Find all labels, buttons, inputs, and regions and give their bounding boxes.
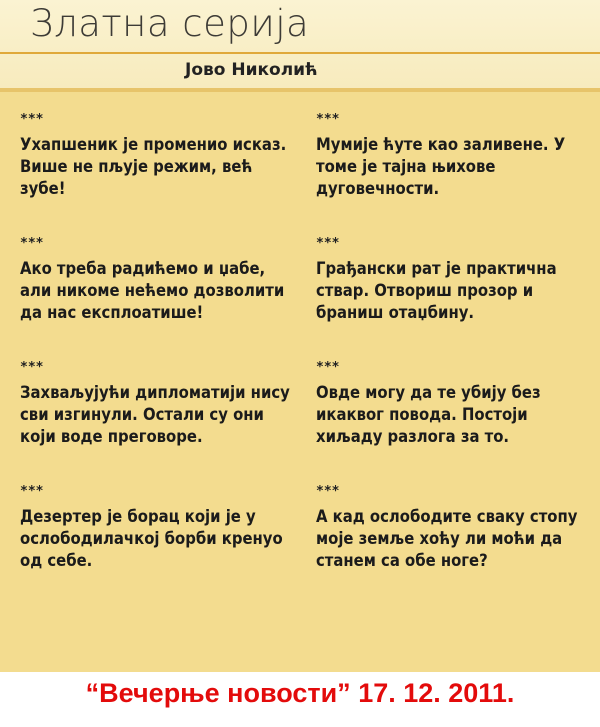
aphorism-marker: *** (316, 112, 340, 127)
right-column (316, 112, 586, 608)
aphorism-marker: *** (20, 484, 44, 499)
aphorism-item (316, 112, 586, 236)
series-title: Златна серија (30, 2, 310, 45)
aphorism-marker: *** (316, 360, 340, 375)
aphorism-item (20, 236, 295, 360)
title-divider (0, 52, 600, 54)
aphorism-item (316, 360, 586, 484)
aphorism-text: Овде могу да те убију без икаквог повода. Постоји хиљаду разлога за то. (316, 383, 541, 446)
aphorism-text: Мумије ћуте као заливене. У томе је тајна њихове дуговечности. (316, 135, 566, 198)
aphorism-marker: *** (20, 360, 44, 375)
aphorism-marker: *** (20, 112, 44, 127)
aphorism-marker: *** (316, 236, 340, 251)
aphorism-item (20, 360, 295, 484)
aphorism-text: А кад ослободите сваку стопу моје земље хоћу ли моћи да станем са обе ноге? (316, 507, 578, 570)
aphorism-item (20, 484, 295, 608)
aphorism-item (316, 484, 586, 608)
aphorism-item (20, 112, 295, 236)
aphorism-text: Грађански рат је практична ствар. Отвориш прозор и браниш отаџбину. (316, 259, 557, 322)
source-caption: “Вечерње новости” 17. 12. 2011. (85, 678, 515, 708)
aphorism-marker: *** (316, 484, 340, 499)
panel-edge (0, 88, 600, 92)
aphorism-text: Ухапшеник је променио исказ. Више не пљује режим, већ зубе! (20, 135, 287, 198)
aphorism-text: Ако треба радићемо и џабе, али никоме нећемо дозволити да нас експлоатише! (20, 259, 285, 322)
author-name: Јово Николић (185, 60, 318, 80)
aphorism-marker: *** (20, 236, 44, 251)
aphorism-text: Дезертер је борац који је у ослободилачкој борби кренуо од себе. (20, 507, 283, 570)
aphorism-item (316, 236, 586, 360)
left-column (20, 112, 295, 608)
aphorism-text: Захваљујући дипломатији нису сви изгинули. Остали су они који воде преговоре. (20, 383, 290, 446)
